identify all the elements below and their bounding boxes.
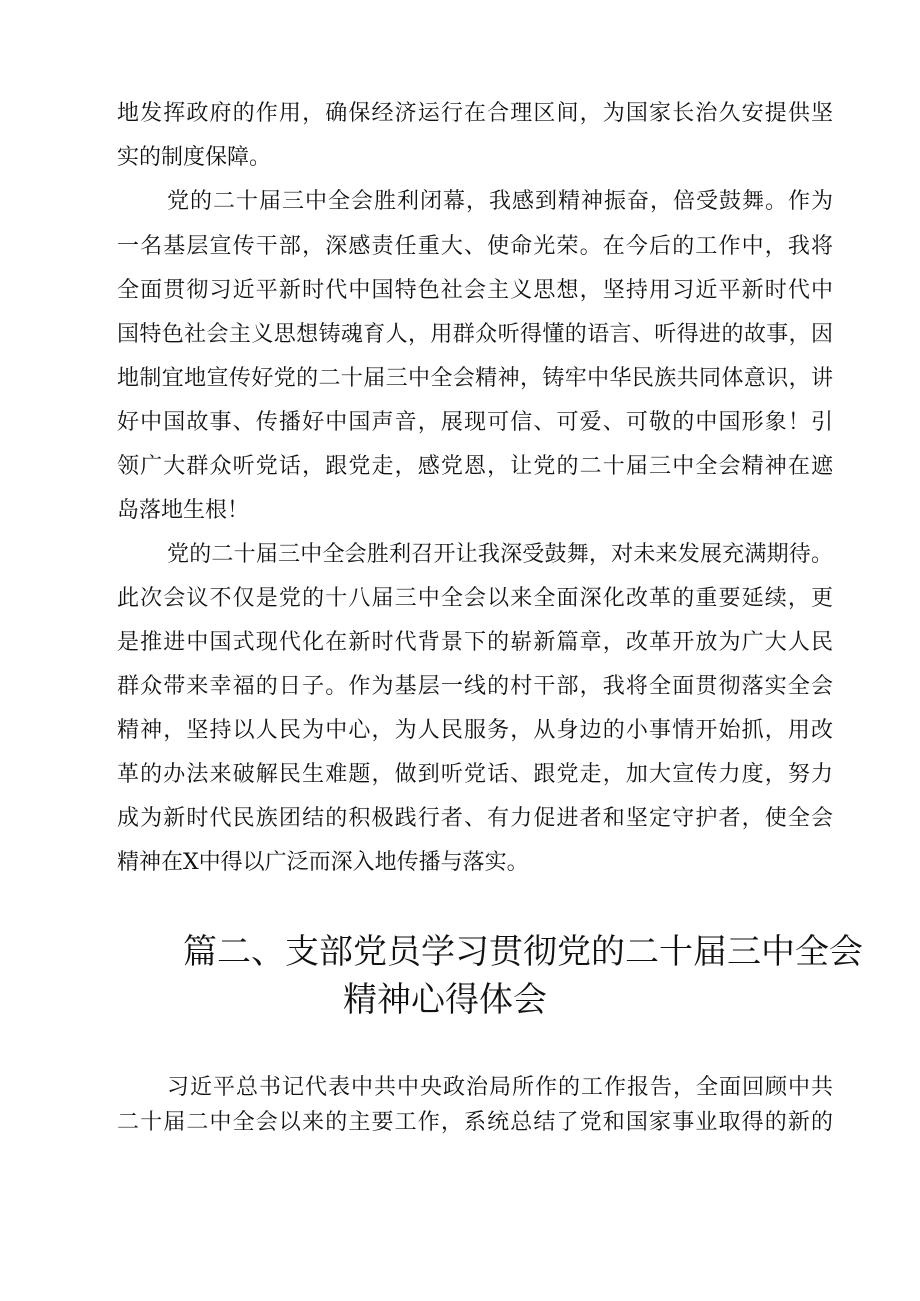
paragraph-line: 全面贯彻习近平新时代中国特色社会主义思想，坚持用习近平新时代中 — [117, 278, 833, 303]
section-heading-line-1: 篇二、支部党员学习贯彻党的二十届三中全会 — [183, 932, 863, 972]
paragraph-line: 革的办法来破解民生难题，做到听党话、跟党走，加大宣传力度，努力 — [117, 762, 833, 787]
paragraph-line: 成为新时代民族团结的积极践行者、有力促进者和坚定守护者，使全会 — [117, 806, 833, 831]
paragraph-line: 精神，坚持以人民为中心，为人民服务，从身边的小事情开始抓，用改 — [117, 718, 833, 743]
paragraph-line: 精神在X中得以广泛而深入地传播与落实。 — [117, 850, 529, 875]
paragraph-line: 习近平总书记代表中共中央政治局所作的工作报告，全面回顾中共 — [167, 1075, 833, 1100]
paragraph-line: 此次会议不仅是党的十八届三中全会以来全面深化改革的重要延续，更 — [117, 586, 833, 611]
paragraph-line: 群众带来幸福的日子。作为基层一线的村干部，我将全面贯彻落实全会 — [117, 674, 833, 699]
paragraph-line: 一名基层宣传干部，深感责任重大、使命光荣。在今后的工作中，我将 — [117, 234, 833, 259]
paragraph-line: 国特色社会主义思想铸魂育人，用群众听得懂的语言、听得进的故事，因 — [117, 322, 833, 347]
section-heading-line-2: 精神心得体会 — [343, 980, 547, 1020]
paragraph-line: 好中国故事、传播好中国声音，展现可信、可爱、可敬的中国形象！引 — [117, 410, 833, 435]
paragraph-line: 地发挥政府的作用，确保经济运行在合理区间，为国家长治久安提供坚 — [117, 101, 833, 126]
paragraph-line: 党的二十届三中全会胜利召开让我深受鼓舞，对未来发展充满期待。 — [167, 542, 833, 567]
paragraph-line: 领广大群众听党话，跟党走，感党恩，让党的二十届三中全会精神在遮 — [117, 454, 833, 479]
paragraph-line: 岛落地生根！ — [117, 498, 250, 523]
paragraph-line: 实的制度保障。 — [117, 145, 272, 170]
paragraph-line: 地制宜地宣传好党的二十届三中全会精神，铸牢中华民族共同体意识，讲 — [117, 366, 833, 391]
paragraph-line: 二十届二中全会以来的主要工作，系统总结了党和国家事业取得的新的 — [117, 1110, 833, 1135]
paragraph-line: 是推进中国式现代化在新时代背景下的崭新篇章，改革开放为广大人民 — [117, 630, 833, 655]
paragraph-line: 党的二十届三中全会胜利闭幕，我感到精神振奋，倍受鼓舞。作为 — [167, 189, 833, 214]
